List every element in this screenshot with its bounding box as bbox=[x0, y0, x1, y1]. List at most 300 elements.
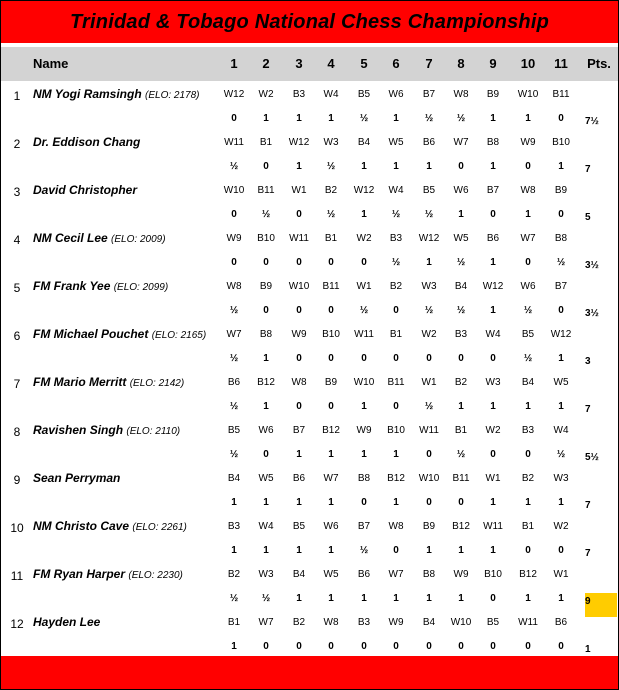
player-number: 6 bbox=[13, 329, 21, 343]
opponent-cell: B6 bbox=[554, 617, 568, 628]
opponent-cell: B12 bbox=[387, 473, 405, 484]
player-elo: (ELO: 2110) bbox=[126, 426, 181, 437]
player-name: NM Yogi Ramsingh bbox=[33, 87, 142, 101]
total-points: 3 bbox=[585, 356, 591, 367]
opponent-cell: B11 bbox=[552, 89, 570, 100]
header-row bbox=[1, 47, 618, 81]
score-cell: 1 bbox=[490, 401, 496, 412]
opponent-cell: W12 bbox=[353, 185, 375, 196]
opponent-cell: B10 bbox=[552, 137, 570, 148]
player-name: Sean Perryman bbox=[33, 471, 121, 485]
score-cell: 0 bbox=[558, 305, 564, 316]
score-cell: 1 bbox=[296, 593, 302, 604]
opponent-cell: W9 bbox=[520, 137, 536, 148]
score-cell: 1 bbox=[393, 449, 399, 460]
score-cell: 1 bbox=[525, 401, 531, 412]
table-row bbox=[1, 179, 618, 227]
opponent-cell: B11 bbox=[387, 377, 405, 388]
score-cell: ½ bbox=[523, 305, 533, 316]
opponent-cell: B8 bbox=[259, 329, 273, 340]
opponent-cell: B7 bbox=[357, 521, 371, 532]
opponent-cell: B8 bbox=[554, 233, 568, 244]
player-elo: (ELO: 2009) bbox=[111, 234, 166, 245]
score-cell: 0 bbox=[231, 257, 237, 268]
opponent-cell: W11 bbox=[224, 137, 244, 148]
opponent-cell: B7 bbox=[486, 185, 500, 196]
score-cell: 0 bbox=[490, 593, 496, 604]
opponent-cell: B3 bbox=[454, 329, 468, 340]
opponent-cell: W4 bbox=[323, 89, 339, 100]
score-cell: 1 bbox=[393, 161, 399, 172]
opponent-cell: W8 bbox=[453, 89, 469, 100]
score-cell: 1 bbox=[426, 257, 432, 268]
player-name-cell bbox=[33, 183, 137, 197]
score-cell: 0 bbox=[458, 353, 464, 364]
opponent-cell: W5 bbox=[553, 377, 569, 388]
table-row bbox=[1, 467, 618, 515]
opponent-cell: W10 bbox=[353, 377, 375, 388]
total-points-highlight: 9 bbox=[585, 593, 617, 617]
player-name-cell bbox=[33, 327, 206, 341]
opponent-cell: B9 bbox=[422, 521, 436, 532]
player-number: 8 bbox=[13, 425, 21, 439]
opponent-cell: W10 bbox=[223, 185, 245, 196]
opponent-cell: B8 bbox=[357, 473, 371, 484]
player-rows bbox=[1, 83, 618, 659]
player-number: 11 bbox=[10, 569, 24, 583]
opponent-cell: W8 bbox=[226, 281, 242, 292]
score-cell: 0 bbox=[558, 113, 564, 124]
score-cell: 1 bbox=[328, 449, 334, 460]
page-title: Trinidad & Tobago National Chess Championship bbox=[69, 10, 550, 33]
score-cell: 1 bbox=[490, 305, 496, 316]
score-cell: 0 bbox=[458, 497, 464, 508]
opponent-cell: B11 bbox=[257, 185, 275, 196]
player-number: 10 bbox=[10, 521, 24, 535]
score-cell: ½ bbox=[424, 305, 434, 316]
opponent-cell: W3 bbox=[421, 281, 437, 292]
table-row bbox=[1, 83, 618, 131]
player-name: Hayden Lee bbox=[33, 615, 101, 629]
score-cell: 1 bbox=[458, 209, 464, 220]
opponent-cell: B3 bbox=[521, 425, 535, 436]
round-header-10: 10 bbox=[520, 56, 536, 71]
score-cell: 0 bbox=[361, 641, 367, 652]
opponent-cell: W8 bbox=[323, 617, 339, 628]
player-elo: (ELO: 2230) bbox=[128, 570, 183, 581]
opponent-cell: B12 bbox=[322, 425, 340, 436]
total-points: 5½ bbox=[585, 452, 599, 463]
score-cell: 0 bbox=[328, 353, 334, 364]
score-cell: ½ bbox=[229, 305, 239, 316]
opponent-cell: W11 bbox=[419, 425, 439, 436]
opponent-cell: W1 bbox=[485, 473, 501, 484]
player-name-cell bbox=[33, 375, 184, 389]
opponent-cell: W12 bbox=[418, 233, 440, 244]
opponent-cell: B4 bbox=[521, 377, 535, 388]
score-cell: 1 bbox=[490, 161, 496, 172]
opponent-cell: B11 bbox=[452, 473, 470, 484]
score-cell: 0 bbox=[393, 641, 399, 652]
score-cell: 1 bbox=[263, 545, 269, 556]
opponent-cell: W5 bbox=[388, 137, 404, 148]
score-cell: ½ bbox=[556, 257, 566, 268]
opponent-cell: B9 bbox=[486, 89, 500, 100]
opponent-cell: B12 bbox=[519, 569, 537, 580]
round-header-8: 8 bbox=[457, 56, 465, 71]
score-cell: 0 bbox=[458, 641, 464, 652]
round-header-4: 4 bbox=[327, 56, 335, 71]
opponent-cell: W11 bbox=[483, 521, 503, 532]
player-number: 5 bbox=[13, 281, 21, 295]
player-name-cell bbox=[33, 87, 200, 101]
player-number: 1 bbox=[13, 89, 21, 103]
total-points: 7 bbox=[585, 164, 591, 175]
opponent-cell: B1 bbox=[389, 329, 403, 340]
score-cell: 0 bbox=[426, 497, 432, 508]
opponent-cell: W1 bbox=[553, 569, 569, 580]
score-cell: ½ bbox=[556, 449, 566, 460]
player-name-cell bbox=[33, 519, 187, 533]
player-name-cell bbox=[33, 423, 180, 437]
score-cell: 0 bbox=[328, 401, 334, 412]
opponent-cell: W12 bbox=[482, 281, 504, 292]
score-cell: 1 bbox=[525, 113, 531, 124]
opponent-cell: B3 bbox=[292, 89, 306, 100]
score-cell: 1 bbox=[490, 497, 496, 508]
opponent-cell: B2 bbox=[227, 569, 241, 580]
opponent-cell: B10 bbox=[484, 569, 502, 580]
opponent-cell: W1 bbox=[291, 185, 307, 196]
opponent-cell: W2 bbox=[258, 89, 274, 100]
total-points: 5 bbox=[585, 212, 591, 223]
opponent-cell: W12 bbox=[288, 137, 310, 148]
opponent-cell: W5 bbox=[453, 233, 469, 244]
opponent-cell: B4 bbox=[422, 617, 436, 628]
opponent-cell: W6 bbox=[520, 281, 536, 292]
score-cell: 0 bbox=[558, 545, 564, 556]
score-cell: 0 bbox=[231, 113, 237, 124]
player-name-cell bbox=[33, 471, 120, 485]
score-cell: 1 bbox=[328, 113, 334, 124]
player-name-cell bbox=[33, 615, 100, 629]
player-name-cell bbox=[33, 135, 140, 149]
opponent-cell: W1 bbox=[356, 281, 372, 292]
opponent-cell: B12 bbox=[257, 377, 275, 388]
player-number: 7 bbox=[13, 377, 21, 391]
opponent-cell: W9 bbox=[226, 233, 242, 244]
score-cell: 0 bbox=[525, 545, 531, 556]
opponent-cell: W5 bbox=[323, 569, 339, 580]
score-cell: 0 bbox=[296, 257, 302, 268]
opponent-cell: W2 bbox=[553, 521, 569, 532]
player-elo: (ELO: 2099) bbox=[113, 282, 169, 293]
score-cell: 0 bbox=[263, 305, 269, 316]
opponent-cell: B3 bbox=[389, 233, 403, 244]
opponent-cell: W10 bbox=[418, 473, 440, 484]
opponent-cell: B1 bbox=[259, 137, 273, 148]
score-cell: 0 bbox=[328, 257, 334, 268]
opponent-cell: B5 bbox=[486, 617, 500, 628]
table-row bbox=[1, 227, 618, 275]
score-cell: 1 bbox=[426, 593, 432, 604]
score-cell: ½ bbox=[229, 353, 239, 364]
score-cell: 0 bbox=[525, 257, 531, 268]
table-row bbox=[1, 323, 618, 371]
score-cell: 1 bbox=[490, 257, 496, 268]
player-name: FM Ryan Harper bbox=[33, 567, 126, 581]
player-number: 2 bbox=[13, 137, 21, 151]
opponent-cell: W2 bbox=[485, 425, 501, 436]
score-cell: 0 bbox=[393, 545, 399, 556]
score-cell: 1 bbox=[361, 449, 367, 460]
opponent-cell: B9 bbox=[324, 377, 338, 388]
score-cell: 1 bbox=[361, 161, 367, 172]
score-cell: 1 bbox=[328, 497, 334, 508]
score-cell: 1 bbox=[263, 401, 269, 412]
score-cell: ½ bbox=[359, 113, 369, 124]
score-cell: 1 bbox=[328, 545, 334, 556]
opponent-cell: W4 bbox=[258, 521, 274, 532]
score-cell: 1 bbox=[558, 497, 564, 508]
score-cell: 1 bbox=[426, 161, 432, 172]
player-elo: (ELO: 2165) bbox=[151, 330, 207, 341]
opponent-cell: W2 bbox=[421, 329, 437, 340]
name-column-header: Name bbox=[33, 56, 69, 71]
player-name: FM Mario Merritt bbox=[33, 375, 127, 389]
round-header-2: 2 bbox=[262, 56, 270, 71]
opponent-cell: W4 bbox=[553, 425, 569, 436]
opponent-cell: B7 bbox=[292, 425, 306, 436]
score-cell: 0 bbox=[296, 353, 302, 364]
score-cell: ½ bbox=[229, 161, 239, 172]
score-cell: 0 bbox=[426, 353, 432, 364]
opponent-cell: B6 bbox=[357, 569, 371, 580]
opponent-cell: B6 bbox=[227, 377, 241, 388]
score-cell: 1 bbox=[231, 545, 237, 556]
opponent-cell: W8 bbox=[520, 185, 536, 196]
table-row bbox=[1, 371, 618, 419]
opponent-cell: B7 bbox=[554, 281, 568, 292]
score-cell: ½ bbox=[456, 257, 466, 268]
score-cell: 0 bbox=[263, 449, 269, 460]
total-points: 7 bbox=[585, 500, 591, 511]
opponent-cell: B3 bbox=[227, 521, 241, 532]
total-points: 3½ bbox=[585, 308, 599, 319]
opponent-cell: W3 bbox=[323, 137, 339, 148]
player-number: 12 bbox=[10, 617, 24, 631]
opponent-cell: W7 bbox=[520, 233, 536, 244]
opponent-cell: B4 bbox=[357, 137, 371, 148]
player-number: 4 bbox=[13, 233, 21, 247]
total-points: 7 bbox=[585, 404, 591, 415]
player-name-cell bbox=[33, 567, 183, 581]
total-points: 3½ bbox=[585, 260, 599, 271]
score-cell: 1 bbox=[263, 497, 269, 508]
score-cell: 1 bbox=[458, 545, 464, 556]
total-points: 1 bbox=[585, 644, 591, 655]
opponent-cell: B2 bbox=[521, 473, 535, 484]
score-cell: 1 bbox=[393, 593, 399, 604]
opponent-cell: B10 bbox=[387, 425, 405, 436]
table-row bbox=[1, 563, 618, 611]
opponent-cell: B5 bbox=[357, 89, 371, 100]
score-cell: 0 bbox=[458, 161, 464, 172]
opponent-cell: B5 bbox=[292, 521, 306, 532]
score-cell: 1 bbox=[490, 113, 496, 124]
total-points: 7 bbox=[585, 548, 591, 559]
opponent-cell: B6 bbox=[292, 473, 306, 484]
opponent-cell: B1 bbox=[227, 617, 241, 628]
score-cell: ½ bbox=[391, 209, 401, 220]
score-cell: 0 bbox=[361, 353, 367, 364]
opponent-cell: B5 bbox=[422, 185, 436, 196]
score-cell: 0 bbox=[426, 641, 432, 652]
score-cell: 0 bbox=[328, 305, 334, 316]
score-cell: 1 bbox=[361, 593, 367, 604]
score-cell: 1 bbox=[361, 401, 367, 412]
score-cell: 1 bbox=[296, 497, 302, 508]
opponent-cell: W9 bbox=[388, 617, 404, 628]
score-cell: ½ bbox=[424, 209, 434, 220]
round-header-7: 7 bbox=[425, 56, 433, 71]
opponent-cell: W6 bbox=[323, 521, 339, 532]
opponent-cell: W8 bbox=[388, 521, 404, 532]
player-number: 3 bbox=[13, 185, 21, 199]
total-points: 7½ bbox=[585, 116, 599, 127]
round-header-1: 1 bbox=[230, 56, 238, 71]
opponent-cell: W11 bbox=[354, 329, 374, 340]
score-cell: 1 bbox=[263, 353, 269, 364]
score-cell: 1 bbox=[296, 545, 302, 556]
score-cell: 1 bbox=[558, 401, 564, 412]
table-row bbox=[1, 419, 618, 467]
score-cell: 0 bbox=[490, 641, 496, 652]
score-cell: ½ bbox=[424, 113, 434, 124]
opponent-cell: B5 bbox=[227, 425, 241, 436]
opponent-cell: W11 bbox=[518, 617, 538, 628]
player-name: FM Michael Pouchet bbox=[33, 327, 149, 341]
score-cell: ½ bbox=[229, 449, 239, 460]
opponent-cell: B6 bbox=[422, 137, 436, 148]
opponent-cell: B4 bbox=[227, 473, 241, 484]
opponent-cell: B12 bbox=[452, 521, 470, 532]
score-cell: 0 bbox=[361, 497, 367, 508]
score-cell: 0 bbox=[361, 257, 367, 268]
score-cell: 0 bbox=[490, 209, 496, 220]
opponent-cell: B2 bbox=[389, 281, 403, 292]
opponent-cell: W6 bbox=[453, 185, 469, 196]
opponent-cell: W3 bbox=[258, 569, 274, 580]
opponent-cell: B10 bbox=[322, 329, 340, 340]
score-cell: 1 bbox=[490, 545, 496, 556]
score-cell: ½ bbox=[326, 209, 336, 220]
opponent-cell: W6 bbox=[258, 425, 274, 436]
opponent-cell: W9 bbox=[356, 425, 372, 436]
score-cell: 0 bbox=[525, 161, 531, 172]
score-cell: ½ bbox=[424, 401, 434, 412]
opponent-cell: W9 bbox=[453, 569, 469, 580]
score-cell: 0 bbox=[393, 305, 399, 316]
opponent-cell: W7 bbox=[453, 137, 469, 148]
table-row bbox=[1, 275, 618, 323]
opponent-cell: B1 bbox=[324, 233, 338, 244]
score-cell: 1 bbox=[525, 593, 531, 604]
score-cell: 1 bbox=[231, 641, 237, 652]
opponent-cell: W7 bbox=[226, 329, 242, 340]
score-cell: 0 bbox=[558, 209, 564, 220]
score-cell: 0 bbox=[296, 209, 302, 220]
opponent-cell: B9 bbox=[554, 185, 568, 196]
score-cell: 1 bbox=[393, 113, 399, 124]
score-cell: 0 bbox=[490, 449, 496, 460]
score-cell: 1 bbox=[525, 209, 531, 220]
score-cell: 1 bbox=[296, 113, 302, 124]
round-header-3: 3 bbox=[295, 56, 303, 71]
score-cell: 0 bbox=[296, 401, 302, 412]
table-row bbox=[1, 131, 618, 179]
score-cell: ½ bbox=[261, 593, 271, 604]
score-cell: 0 bbox=[525, 641, 531, 652]
opponent-cell: B8 bbox=[486, 137, 500, 148]
opponent-cell: B5 bbox=[521, 329, 535, 340]
opponent-cell: B11 bbox=[322, 281, 340, 292]
opponent-cell: W12 bbox=[550, 329, 572, 340]
score-cell: ½ bbox=[456, 113, 466, 124]
score-cell: 1 bbox=[458, 593, 464, 604]
player-elo: (ELO: 2178) bbox=[145, 90, 200, 101]
score-cell: ½ bbox=[523, 353, 533, 364]
opponent-cell: W1 bbox=[421, 377, 437, 388]
score-cell: ½ bbox=[229, 401, 239, 412]
round-header-5: 5 bbox=[360, 56, 368, 71]
score-cell: 1 bbox=[328, 593, 334, 604]
opponent-cell: W3 bbox=[553, 473, 569, 484]
opponent-cell: B1 bbox=[454, 425, 468, 436]
score-cell: 1 bbox=[558, 161, 564, 172]
score-cell: 0 bbox=[296, 305, 302, 316]
player-name: FM Frank Yee bbox=[33, 279, 111, 293]
opponent-cell: W11 bbox=[289, 233, 309, 244]
score-cell: 1 bbox=[426, 545, 432, 556]
score-cell: 1 bbox=[296, 161, 302, 172]
opponent-cell: W9 bbox=[291, 329, 307, 340]
score-cell: 1 bbox=[296, 449, 302, 460]
score-cell: ½ bbox=[456, 449, 466, 460]
score-cell: 0 bbox=[263, 161, 269, 172]
opponent-cell: W7 bbox=[258, 617, 274, 628]
score-cell: 1 bbox=[458, 401, 464, 412]
opponent-cell: B8 bbox=[422, 569, 436, 580]
score-cell: 0 bbox=[490, 353, 496, 364]
round-header-9: 9 bbox=[489, 56, 497, 71]
player-number: 9 bbox=[13, 473, 21, 487]
score-cell: 1 bbox=[558, 593, 564, 604]
score-cell: 1 bbox=[263, 113, 269, 124]
opponent-cell: B6 bbox=[486, 233, 500, 244]
score-cell: 0 bbox=[263, 257, 269, 268]
score-cell: 0 bbox=[231, 209, 237, 220]
score-cell: 1 bbox=[558, 353, 564, 364]
score-cell: 0 bbox=[263, 641, 269, 652]
opponent-cell: B9 bbox=[259, 281, 273, 292]
score-cell: 0 bbox=[296, 641, 302, 652]
opponent-cell: B4 bbox=[292, 569, 306, 580]
table-row bbox=[1, 515, 618, 563]
player-name: Ravishen Singh bbox=[33, 423, 124, 437]
score-cell: ½ bbox=[261, 209, 271, 220]
round-header-6: 6 bbox=[392, 56, 400, 71]
